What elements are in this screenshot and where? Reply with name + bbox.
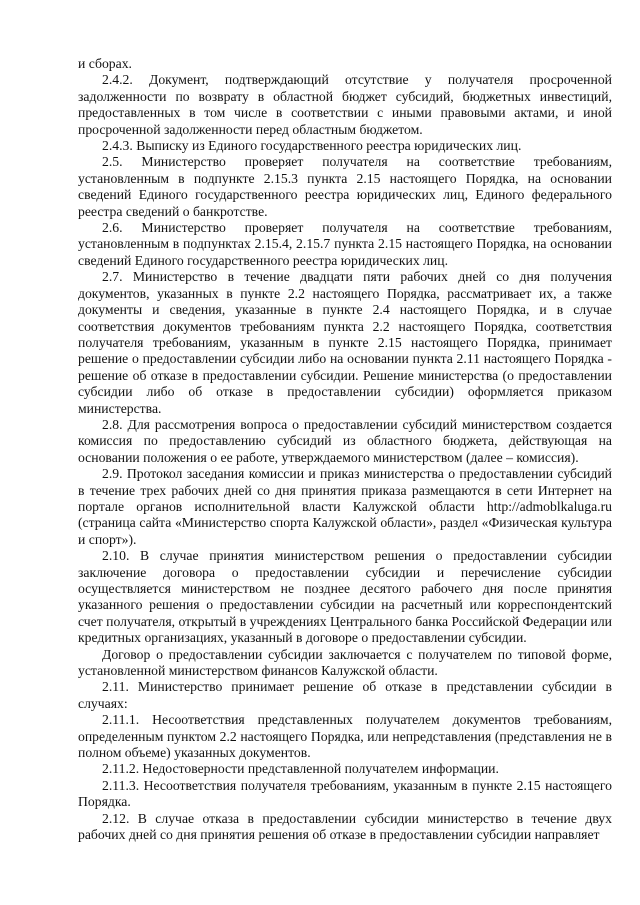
paragraph-2-11-2: 2.11.2. Недостоверности представленной получателем информации. <box>102 761 499 777</box>
paragraph-continuation: и сборах. <box>78 56 132 71</box>
paragraph-2-11: 2.11. Министерство принимает решение об отказе в представлении субсидии в случаях: <box>78 679 612 711</box>
paragraph-2-9: 2.9. Протокол заседания комиссии и приказ министерства о предоставлении субсидий в течение трех рабочих дней со дня принятия приказа размещаются в сети Интернет на портале органов исполнительной власти Калужской области http://admoblkaluga.ru (страница сайта «Министерство спорта Калужской области», раздел «Физическая культура и спорт»). <box>78 466 612 547</box>
paragraph-2-11-3: 2.11.3. Несоответствия получателя требованиям, указанным в пункте 2.15 настоящего Порядка. <box>78 777 612 810</box>
paragraph-2-8: 2.8. Для рассмотрения вопроса о предоставлении субсидий министерством создается комиссия по предоставлению субсидий из областного бюджета, действующая на основании положения о ее работе, утверждаемого министерством (далее – комиссия). <box>78 416 612 465</box>
paragraph-2-5: 2.5. Министерство проверяет получателя на соответствие требованиям, установленным в подпункте 2.15.3 пункта 2.15 настоящего Порядка, на основании сведений Единого государственного реестра юридических лиц, Единого федерального реестра сведений о банкротстве. <box>78 154 612 219</box>
paragraph-2-4-3: 2.4.3. Выписку из Единого государственного реестра юридических лиц. <box>102 138 522 154</box>
paragraph-2-10: 2.10. В случае принятия министерством решения о предоставлении субсидии заключение договора о предоставлении субсидии и перечисление субсидии осуществляется министерством не позднее десятого рабочего дня после принятия указанного решения о предоставлении субсидии на расчетный или корреспондентский счет получателя, открытый в учреждениях Центрального банка Российской Федерации или кредитных организациях, указанный в договоре о предоставлении субсидии. <box>78 548 612 646</box>
paragraph-2-6: 2.6. Министерство проверяет получателя на соответствие требованиям, установленным в подпунктах 2.15.4, 2.15.7 пункта 2.15 настоящего Порядка, на основании сведений Единого государственного реестра юридических лиц. <box>78 220 612 268</box>
document-body <box>78 56 612 844</box>
paragraph-2-7: 2.7. Министерство в течение двадцати пяти рабочих дней со дня получения документов, указанных в пункте 2.2 настоящего Порядка, рассматривает их, а также документы и сведения, указанные в пункте 2.4 настоящего Порядка, и в случае соответствия документов требованиям пункта 2.2 настоящего Порядка, соответствия получателя требованиям, указанным в пункте 2.15 настоящего Порядка, принимает решение о предоставлении субсидии либо на основании пункта 2.11 настоящего Порядка - решение об отказе в предоставлении субсидии. Решение министерства (о предоставлении субсидии либо об отказе в предоставлении субсидии) оформляется приказом министерства. <box>78 269 612 416</box>
paragraph-2-12: 2.12. В случае отказа в предоставлении субсидии министерство в течение двух рабочих дней со дня принятия решения об отказе в предоставлении субсидии направляет <box>78 810 612 843</box>
paragraph-2-11-1: 2.11.1. Несоответствия представленных получателем документов требованиям, определенным пунктом 2.2 настоящего Порядка, или непредставления (представления не в полном объеме) указанных документов. <box>78 712 612 761</box>
paragraph-2-4-2: 2.4.2. Документ, подтверждающий отсутствие у получателя просроченной задолженности по возврату в областной бюджет субсидий, бюджетных инвестиций, предоставленных в том числе в соответствии с иными правовыми актами, и иной просроченной задолженности перед областным бюджетом. <box>78 72 612 137</box>
paragraph-contract: Договор о предоставлении субсидии заключается с получателем по типовой форме, установленной министерством финансов Калужской области. <box>78 646 612 679</box>
